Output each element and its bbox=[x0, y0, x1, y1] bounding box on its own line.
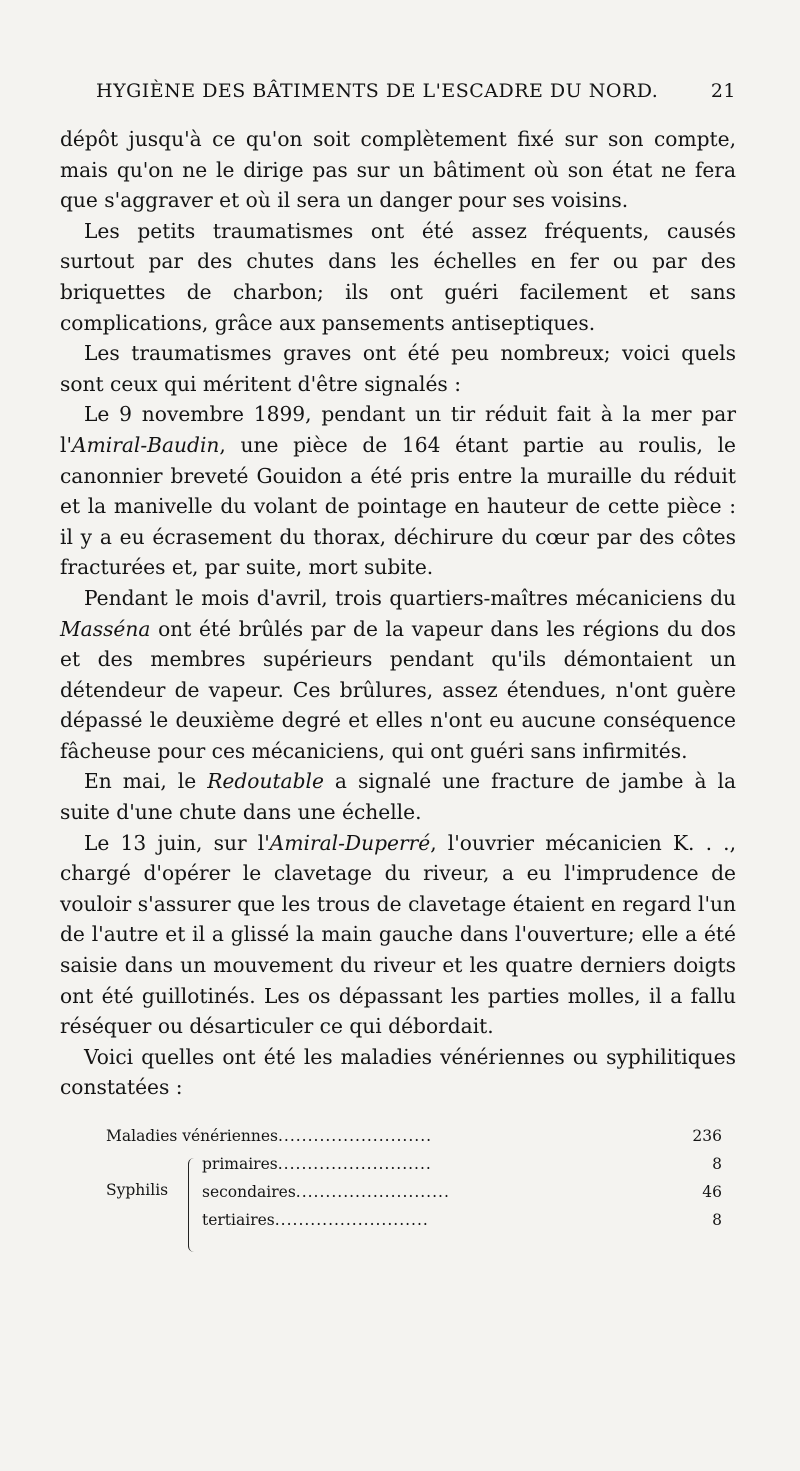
row-label bbox=[202, 1155, 432, 1173]
leader-dots: .......................... bbox=[277, 1155, 432, 1173]
text-run: , l'ouvrier mécanicien K. . ., chargé d'opérer le clavetage du riveur, a eu l'imprudence de vouloir s'assurer que les trous de clavetage étaient en regard l'un de l'autre et il a glissé la main gauche dans l'ouverture; elle a été saisie dans un mouvement du riveur et les quatre derniers doigts ont été guillotinés. Les os dépassant les parties molles, il a fallu réséquer ou désarticuler ce qui débordait. bbox=[60, 830, 736, 1039]
row-label bbox=[202, 1211, 429, 1229]
text-run: ont été brûlés par de la vapeur dans les régions du dos et des membres supérieurs pendant qu'ils démontaient un détendeur de vapeur. Ces brûlures, assez étendues, n'ont guère dépassé le deuxième degré et elles n'ont eu aucune conséquence fâcheuse pour ces mécaniciens, qui ont guéri sans infirmités. bbox=[60, 616, 736, 763]
row-value: 8 bbox=[712, 1211, 722, 1229]
paragraph bbox=[60, 828, 736, 1042]
paragraph bbox=[60, 216, 736, 338]
syphilis-label: Syphilis bbox=[106, 1181, 169, 1199]
text-run: , une pièce de 164 étant partie au roulis, le canonnier breveté Gouidon a été pris entre la muraille du réduit et la manivelle du volant de pointage en hauteur de cette pièce : il y a eu écrasement du thorax, déchirure du cœur par des côtes fracturées et, par suite, mort subite. bbox=[60, 432, 736, 580]
running-header bbox=[60, 80, 736, 112]
row-value: 46 bbox=[702, 1183, 722, 1201]
table-row bbox=[60, 1183, 736, 1209]
disease-table bbox=[60, 1127, 736, 1267]
ship-name: Amiral-Baudin bbox=[72, 432, 220, 457]
paragraph bbox=[60, 399, 736, 583]
row-label-text: primaires bbox=[202, 1155, 278, 1173]
header-title: HYGIÈNE DES BÂTIMENTS DE L'ESCADRE DU NORD. bbox=[96, 80, 659, 102]
text-run: Les petits traumatismes ont été assez fréquents, causés surtout par des chutes dans les échelles en fer ou par des briquettes de charbon; ils ont guéri facilement et sans complications, grâce aux pansements antiseptiques. bbox=[60, 218, 736, 335]
page bbox=[60, 80, 736, 1267]
row-label-text: tertiaires bbox=[202, 1211, 275, 1229]
text-run: Le 9 novembre 1899, pendant un tir réduit fait à la mer par l' bbox=[60, 402, 736, 457]
row-label-text: Maladies vénériennes bbox=[106, 1127, 278, 1145]
text-run: a signalé une fracture de jambe à la suite d'une chute dans une échelle. bbox=[60, 769, 736, 825]
table-row bbox=[60, 1211, 736, 1237]
paragraph bbox=[60, 338, 736, 399]
text-run: Pendant le mois d'avril, trois quartiers-maîtres mécaniciens du bbox=[84, 585, 736, 610]
leader-dots: .......................... bbox=[277, 1127, 433, 1145]
table-row bbox=[60, 1127, 736, 1153]
text-run: En mai, le bbox=[84, 769, 208, 794]
row-label bbox=[202, 1183, 450, 1201]
table-row bbox=[60, 1155, 736, 1181]
ship-name: Redoutable bbox=[207, 769, 324, 794]
ship-name: Amiral-Duperré bbox=[269, 830, 431, 855]
paragraph bbox=[60, 1042, 736, 1103]
paragraph bbox=[60, 583, 736, 767]
ship-name: Masséna bbox=[60, 616, 151, 641]
body-text bbox=[60, 124, 736, 1103]
text-run: Le 13 juin, sur l' bbox=[84, 830, 270, 855]
page-number: 21 bbox=[710, 80, 736, 102]
row-value: 236 bbox=[692, 1127, 722, 1145]
paragraph bbox=[60, 124, 736, 216]
leader-dots: .......................... bbox=[274, 1211, 429, 1229]
row-label bbox=[106, 1127, 432, 1145]
leader-dots: .......................... bbox=[295, 1183, 450, 1201]
paragraph bbox=[60, 766, 736, 827]
text-run: Voici quelles ont été les maladies vénériennes ou syphilitiques constatées : bbox=[60, 1044, 736, 1100]
row-label-text: secondaires bbox=[202, 1183, 296, 1201]
row-value: 8 bbox=[712, 1155, 722, 1173]
text-run: dépôt jusqu'à ce qu'on soit complètement fixé sur son compte, mais qu'on ne le dirige pas sur un bâtiment où son état ne fera que s'aggraver et où il sera un danger pour ses voisins. bbox=[60, 127, 736, 213]
text-run: Les traumatismes graves ont été peu nombreux; voici quels sont ceux qui méritent d'être signalés : bbox=[60, 341, 736, 396]
